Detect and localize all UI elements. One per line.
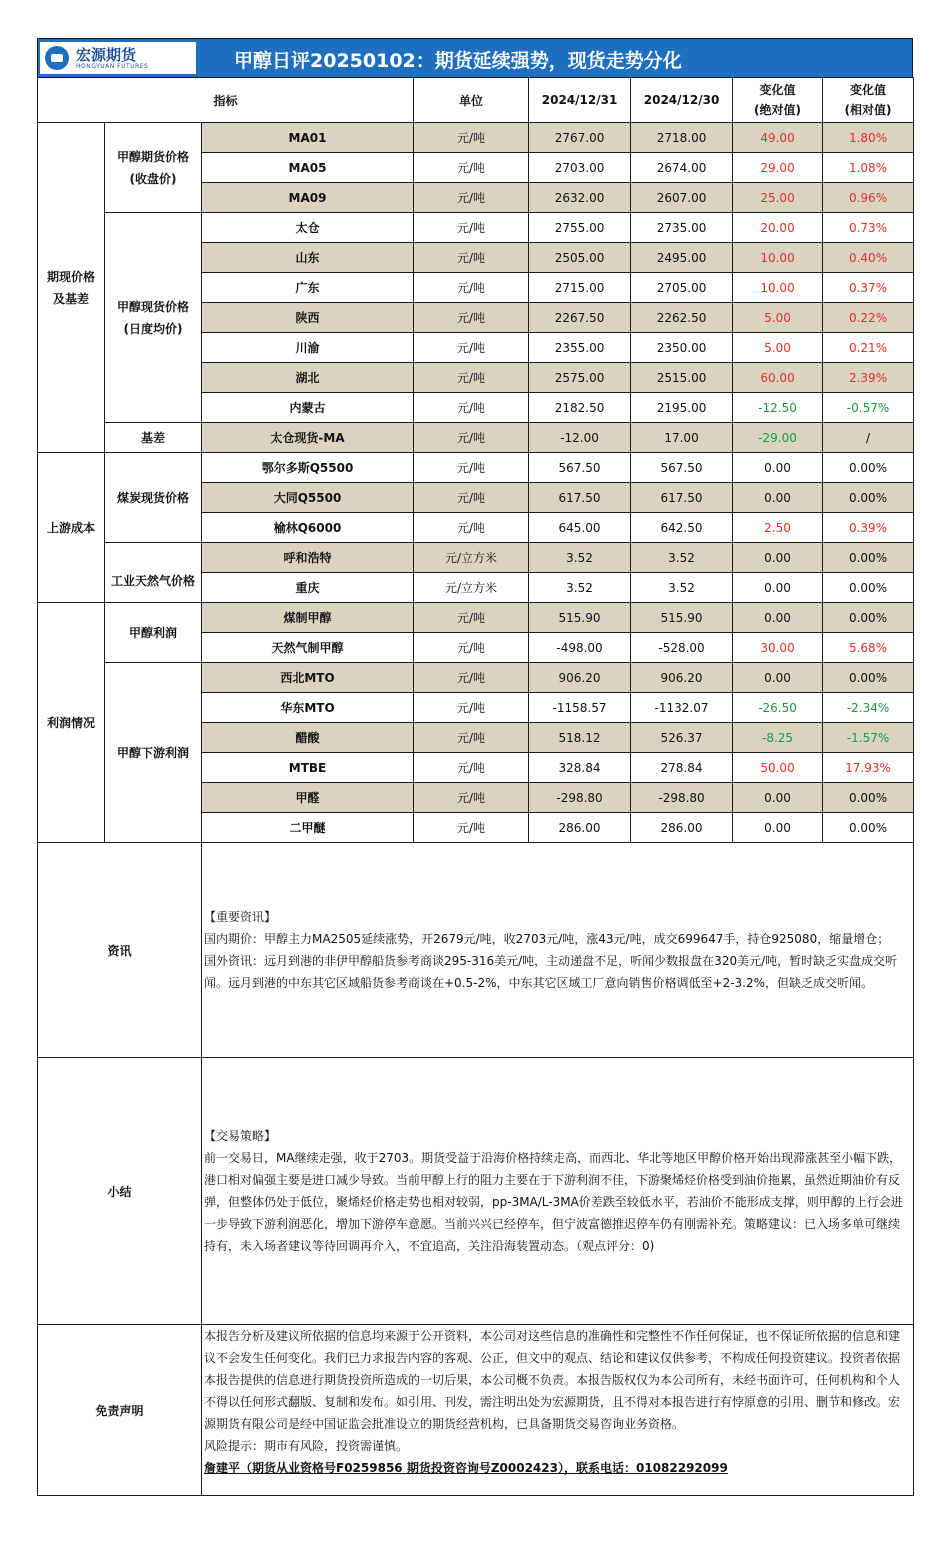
indicator-name: 太仓 — [202, 213, 414, 243]
abs-change: 0.00 — [733, 603, 823, 633]
indicator-name: 大同Q5500 — [202, 483, 414, 513]
value-date-1: 2267.50 — [529, 303, 631, 333]
info-text — [202, 843, 914, 1058]
unit-cell: 元/立方米 — [414, 573, 529, 603]
indicator-name: MA09 — [202, 183, 414, 213]
info-label: 资讯 — [38, 843, 202, 1058]
rel-change: 0.40% — [823, 243, 914, 273]
abs-change: 5.00 — [733, 333, 823, 363]
unit-cell: 元/吨 — [414, 213, 529, 243]
unit-cell: 元/吨 — [414, 363, 529, 393]
indicator-name: 天然气制甲醇 — [202, 633, 414, 663]
value-date-2: 526.37 — [631, 723, 733, 753]
table-header-row — [38, 78, 914, 123]
disclaimer-row — [38, 1325, 914, 1496]
value-date-1: 2755.00 — [529, 213, 631, 243]
summary-paragraph: 前一交易日，MA继续走强，收于2703。期货受益于沿海价格持续走高，而西北、华北等地区甲醇价格开始出现滞涨甚至小幅下跌，港口相对偏强主要是进口减少导致。当前甲醇上行的阻力主要在于下游利润不佳，下游聚烯烃价格受到油价拖累，虽然近期油价有反弹，但整体仍处于低位，聚烯烃价格走势也相对较弱，pp-3MA/L-3MA价差跌至较低水平，若油价不能形成支撑，则甲醇的上行会进一步导致下游利润恶化，增加下游停车意愿。当前兴兴已经停车，但宁波富德推迟停车仍有刚需补充。策略建议：已入场多单可继续持有，未入场者建议等待回调再介入，不宜追高，关注沿海装置动态。（观点评分：0) — [204, 1151, 903, 1253]
abs-change: 10.00 — [733, 243, 823, 273]
rel-change: 1.80% — [823, 123, 914, 153]
indicator-name: 山东 — [202, 243, 414, 273]
header-date-1: 2024/12/31 — [529, 78, 631, 123]
rel-change: 0.00% — [823, 813, 914, 843]
rel-change: 0.00% — [823, 663, 914, 693]
value-date-1: 518.12 — [529, 723, 631, 753]
report-title: 甲醇日评20250102：期货延续强势，现货走势分化 — [234, 50, 682, 72]
value-date-2: 3.52 — [631, 573, 733, 603]
indicator-name: 榆林Q6000 — [202, 513, 414, 543]
value-date-1: 617.50 — [529, 483, 631, 513]
header-date-2: 2024/12/30 — [631, 78, 733, 123]
group-label: 利润情况 — [38, 603, 105, 843]
group-label: 甲醇利润 — [105, 603, 202, 663]
abs-change: 50.00 — [733, 753, 823, 783]
unit-cell: 元/吨 — [414, 783, 529, 813]
unit-cell: 元/吨 — [414, 813, 529, 843]
header-rel-change: 变化值 (相对值) — [823, 78, 914, 123]
rel-change: -0.57% — [823, 393, 914, 423]
table-row — [38, 123, 914, 153]
value-date-2: 2515.00 — [631, 363, 733, 393]
value-date-1: 2355.00 — [529, 333, 631, 363]
value-date-2: 2607.00 — [631, 183, 733, 213]
value-date-1: 2632.00 — [529, 183, 631, 213]
rel-change: 1.08% — [823, 153, 914, 183]
value-date-1: 515.90 — [529, 603, 631, 633]
rel-change: 0.37% — [823, 273, 914, 303]
unit-cell: 元/吨 — [414, 243, 529, 273]
value-date-1: -498.00 — [529, 633, 631, 663]
group-label: 基差 — [105, 423, 202, 453]
indicator-name: 川渝 — [202, 333, 414, 363]
indicator-name: 广东 — [202, 273, 414, 303]
abs-change: 0.00 — [733, 663, 823, 693]
rel-change: 0.00% — [823, 453, 914, 483]
abs-change: 0.00 — [733, 783, 823, 813]
value-date-2: 3.52 — [631, 543, 733, 573]
value-date-1: 2703.00 — [529, 153, 631, 183]
unit-cell: 元/吨 — [414, 153, 529, 183]
value-date-1: 2575.00 — [529, 363, 631, 393]
abs-change: 49.00 — [733, 123, 823, 153]
value-date-1: -1158.57 — [529, 693, 631, 723]
rel-change: 0.00% — [823, 543, 914, 573]
abs-change: 30.00 — [733, 633, 823, 663]
unit-cell: 元/吨 — [414, 633, 529, 663]
rel-change: 0.21% — [823, 333, 914, 363]
unit-cell: 元/吨 — [414, 693, 529, 723]
summary-text — [202, 1058, 914, 1325]
report-sheet — [37, 38, 913, 1496]
indicator-name: 甲醛 — [202, 783, 414, 813]
risk-warning: 风险提示：期市有风险，投资需谨慎。 — [204, 1439, 409, 1453]
value-date-2: -298.80 — [631, 783, 733, 813]
rel-change: 17.93% — [823, 753, 914, 783]
group-label: 上游成本 — [38, 453, 105, 603]
value-date-2: 2705.00 — [631, 273, 733, 303]
indicator-name: 二甲醚 — [202, 813, 414, 843]
abs-change: -29.00 — [733, 423, 823, 453]
value-date-2: 642.50 — [631, 513, 733, 543]
unit-cell: 元/吨 — [414, 513, 529, 543]
value-date-2: 278.84 — [631, 753, 733, 783]
abs-change: 25.00 — [733, 183, 823, 213]
logo-mark-icon — [45, 46, 69, 70]
value-date-2: 2718.00 — [631, 123, 733, 153]
indicator-name: 太仓现货-MA — [202, 423, 414, 453]
value-date-2: 2735.00 — [631, 213, 733, 243]
group-label: 甲醇现货价格 (日度均价) — [105, 213, 202, 423]
indicator-name: MTBE — [202, 753, 414, 783]
disclaimer-label: 免责声明 — [38, 1325, 202, 1496]
abs-change: 29.00 — [733, 153, 823, 183]
indicator-name: 鄂尔多斯Q5500 — [202, 453, 414, 483]
header-abs-change: 变化值 (绝对值) — [733, 78, 823, 123]
value-date-1: 286.00 — [529, 813, 631, 843]
abs-change: 0.00 — [733, 543, 823, 573]
indicator-table — [37, 77, 914, 1496]
table-row — [38, 603, 914, 633]
unit-cell: 元/吨 — [414, 723, 529, 753]
value-date-2: 17.00 — [631, 423, 733, 453]
logo-en: HONGYUAN FUTURES — [76, 63, 149, 70]
summary-heading: 【交易策略】 — [204, 1129, 277, 1143]
value-date-2: -528.00 — [631, 633, 733, 663]
unit-cell: 元/吨 — [414, 123, 529, 153]
unit-cell: 元/吨 — [414, 333, 529, 363]
rel-change: 0.22% — [823, 303, 914, 333]
value-date-2: -1132.07 — [631, 693, 733, 723]
rel-change: 0.00% — [823, 783, 914, 813]
unit-cell: 元/吨 — [414, 273, 529, 303]
abs-change: 2.50 — [733, 513, 823, 543]
rel-change: 0.00% — [823, 573, 914, 603]
abs-change: 10.00 — [733, 273, 823, 303]
rel-change: 0.96% — [823, 183, 914, 213]
indicator-name: MA05 — [202, 153, 414, 183]
company-logo — [40, 42, 196, 74]
abs-change: 20.00 — [733, 213, 823, 243]
abs-change: 0.00 — [733, 453, 823, 483]
rel-change: -2.34% — [823, 693, 914, 723]
group-label: 期现价格 及基差 — [38, 123, 105, 453]
indicator-name: 内蒙古 — [202, 393, 414, 423]
value-date-1: 2715.00 — [529, 273, 631, 303]
value-date-1: 2182.50 — [529, 393, 631, 423]
unit-cell: 元/吨 — [414, 753, 529, 783]
rel-change: / — [823, 423, 914, 453]
value-date-2: 515.90 — [631, 603, 733, 633]
summary-row — [38, 1058, 914, 1325]
rel-change: 0.39% — [823, 513, 914, 543]
value-date-2: 2262.50 — [631, 303, 733, 333]
table-row — [38, 213, 914, 243]
abs-change: 0.00 — [733, 483, 823, 513]
disclaimer-paragraph: 本报告分析及建议所依据的信息均来源于公开资料，本公司对这些信息的准确性和完整性不作任何保证，也不保证所依据的信息和建议不会发生任何变化。我们已力求报告内容的客观、公正，但文中的观点、结论和建议仅供参考，不构成任何投资建议。投资者依据本报告提供的信息进行期货投资所造成的一切后果，本公司概不负责。本报告版权仅为本公司所有，未经书面许可，任何机构和个人不得以任何形式翻版、复制和发布。如引用、刊发，需注明出处为宏源期货，且不得对本报告进行有悖原意的引用、删节和修改。宏源期货有限公司是经中国证监会批准设立的期货经营机构，已具备期货交易咨询业务资格。 — [204, 1329, 901, 1431]
value-date-2: 2674.00 — [631, 153, 733, 183]
analyst-contact: 詹建平（期货从业资格号F0259856 期货投资咨询号Z0002423），联系电话：01082292099 — [204, 1461, 728, 1475]
header-indicator: 指标 — [38, 78, 414, 123]
group-label: 甲醇期货价格 (收盘价) — [105, 123, 202, 213]
value-date-2: 2195.00 — [631, 393, 733, 423]
abs-change: -12.50 — [733, 393, 823, 423]
header-unit: 单位 — [414, 78, 529, 123]
value-date-2: 2350.00 — [631, 333, 733, 363]
value-date-1: 2767.00 — [529, 123, 631, 153]
group-label: 工业天然气价格 — [105, 543, 202, 603]
indicator-name: MA01 — [202, 123, 414, 153]
value-date-2: 2495.00 — [631, 243, 733, 273]
table-row — [38, 663, 914, 693]
unit-cell: 元/吨 — [414, 393, 529, 423]
rel-change: 0.00% — [823, 603, 914, 633]
unit-cell: 元/吨 — [414, 303, 529, 333]
rel-change: 0.00% — [823, 483, 914, 513]
logo-cn: 宏源期货 — [76, 46, 137, 64]
group-label: 煤炭现货价格 — [105, 453, 202, 543]
value-date-1: 3.52 — [529, 573, 631, 603]
rel-change: 0.73% — [823, 213, 914, 243]
unit-cell: 元/吨 — [414, 603, 529, 633]
value-date-1: 645.00 — [529, 513, 631, 543]
value-date-1: 3.52 — [529, 543, 631, 573]
abs-change: 60.00 — [733, 363, 823, 393]
unit-cell: 元/吨 — [414, 483, 529, 513]
indicator-name: 西北MTO — [202, 663, 414, 693]
value-date-2: 617.50 — [631, 483, 733, 513]
rel-change: 2.39% — [823, 363, 914, 393]
group-label: 甲醇下游利润 — [105, 663, 202, 843]
value-date-1: 328.84 — [529, 753, 631, 783]
info-heading: 【重要资讯】 — [204, 910, 277, 924]
value-date-1: -12.00 — [529, 423, 631, 453]
indicator-name: 呼和浩特 — [202, 543, 414, 573]
unit-cell: 元/吨 — [414, 183, 529, 213]
value-date-2: 286.00 — [631, 813, 733, 843]
indicator-name: 醋酸 — [202, 723, 414, 753]
value-date-1: -298.80 — [529, 783, 631, 813]
indicator-name: 重庆 — [202, 573, 414, 603]
abs-change: 0.00 — [733, 813, 823, 843]
abs-change: 0.00 — [733, 573, 823, 603]
indicator-name: 湖北 — [202, 363, 414, 393]
indicator-name: 煤制甲醇 — [202, 603, 414, 633]
info-paragraph: 国内期价：甲醇主力MA2505延续涨势，开2679元/吨，收2703元/吨，涨43元/吨，成交699647手，持仓925080，缩量增仓； — [204, 932, 890, 946]
rel-change: -1.57% — [823, 723, 914, 753]
unit-cell: 元/立方米 — [414, 543, 529, 573]
value-date-2: 906.20 — [631, 663, 733, 693]
info-row — [38, 843, 914, 1058]
title-banner — [37, 38, 913, 77]
table-row — [38, 543, 914, 573]
value-date-1: 567.50 — [529, 453, 631, 483]
rel-change: 5.68% — [823, 633, 914, 663]
abs-change: -26.50 — [733, 693, 823, 723]
info-paragraph: 国外资讯：远月到港的非伊甲醇船货参考商谈295-316美元/吨，主动递盘不足，听闻少数报盘在320美元/吨，暂时缺乏实盘成交听闻。远月到港的中东其它区域船货参考商谈在+0.5-2%，中东其它区域工厂意向销售价格调低至+2-3.2%，但缺乏成交听闻。 — [204, 954, 898, 990]
indicator-name: 华东MTO — [202, 693, 414, 723]
indicator-name: 陕西 — [202, 303, 414, 333]
abs-change: -8.25 — [733, 723, 823, 753]
abs-change: 5.00 — [733, 303, 823, 333]
unit-cell: 元/吨 — [414, 453, 529, 483]
table-row — [38, 453, 914, 483]
value-date-1: 906.20 — [529, 663, 631, 693]
table-row — [38, 423, 914, 453]
unit-cell: 元/吨 — [414, 423, 529, 453]
unit-cell: 元/吨 — [414, 663, 529, 693]
disclaimer-text — [202, 1325, 914, 1496]
value-date-2: 567.50 — [631, 453, 733, 483]
value-date-1: 2505.00 — [529, 243, 631, 273]
summary-label: 小结 — [38, 1058, 202, 1325]
